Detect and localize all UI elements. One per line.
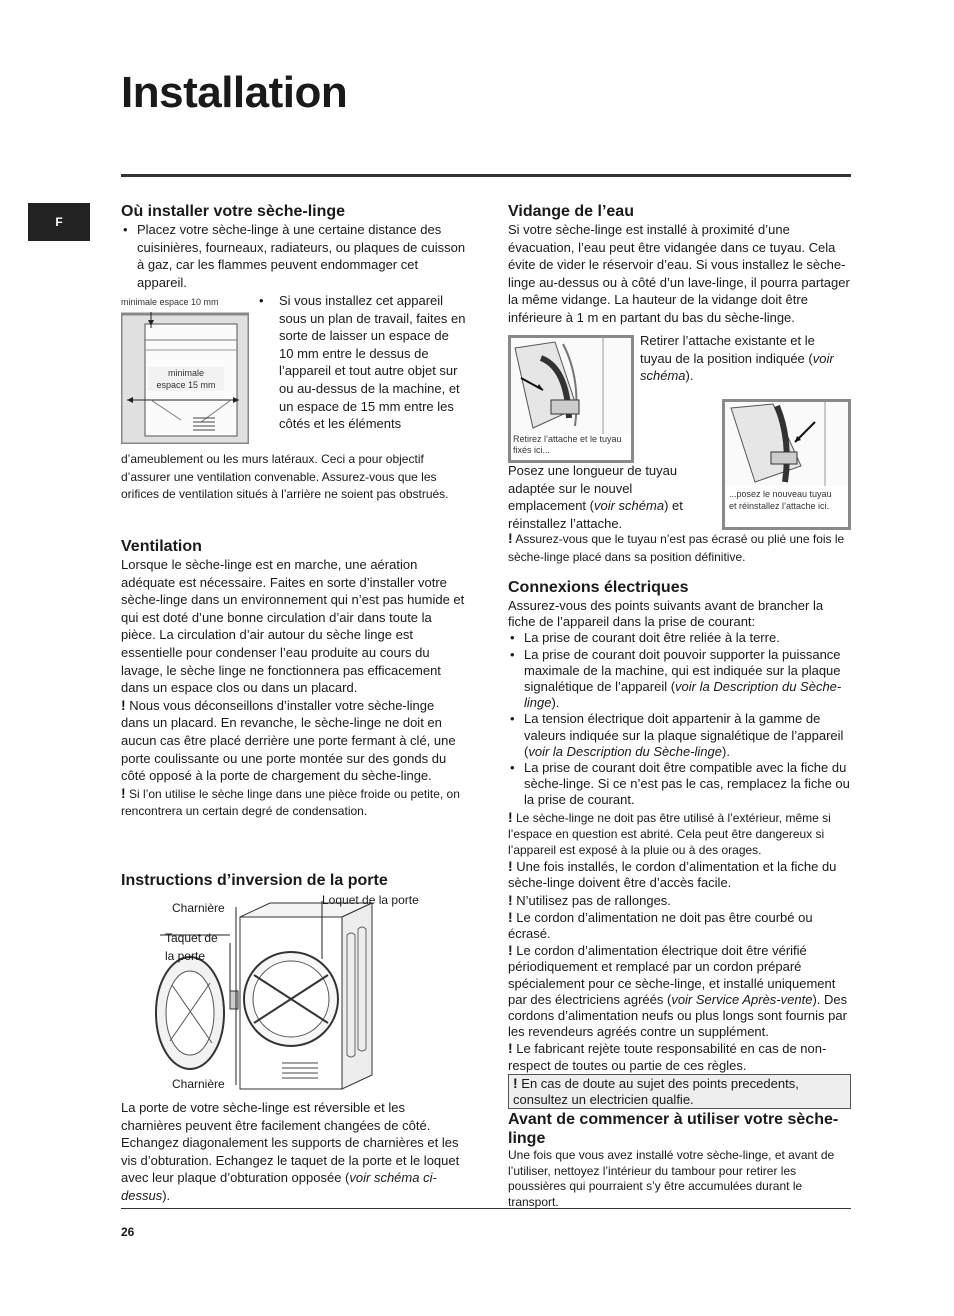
drain-figure-place bbox=[722, 399, 851, 530]
bullet-item: • La tension électrique doit appartenir à la gamme de valeurs indiquée sur la plaque signalétique de l’appareil (voir la Description du Sèche-linge). bbox=[508, 711, 851, 760]
warning-mark-icon: ! bbox=[508, 942, 513, 959]
language-tab: F bbox=[28, 203, 90, 241]
warning-mark-icon: ! bbox=[508, 530, 513, 546]
warning: ! Le cordon d’alimentation ne doit pas être courbé ou écrasé. bbox=[508, 908, 813, 942]
label-hinge-top: Charnière bbox=[172, 901, 225, 915]
section-heading: Connexions électriques bbox=[508, 579, 689, 596]
label-door-catch: Taquet de la porte bbox=[165, 931, 218, 963]
paragraph: Si votre sèche-linge est installé à proximité d’une évacuation, l’eau peut être vidangée dans ce tuyau. Cela évite de vider le réservoir d’eau. Si vous installez le sèche-linge au-dessus ou à côté d’un lave-linge, il pourra partager la même vidange. La hauteur de la vidange doit être inférieure à 1 m en partant du bas du sèche-linge. bbox=[508, 222, 850, 325]
figure-label: Retirez l’attache et le tuyau fixés ici... bbox=[513, 434, 622, 455]
figure-label: ...posez le nouveau tuyau et réinstallez l’attache ici. bbox=[729, 489, 832, 511]
bullet-item: • La prise de courant doit être reliée à la terre. bbox=[508, 630, 851, 646]
warning: ! Nous vous déconseillons d’installer votre sèche-linge dans un placard. En revanche, le sèche-linge ne doit en aucun cas être placé derrière une porte fermant à clé, une porte coulissante ou une porte montée sur des gonds du côté opposé à la porte de chargement du sèche-linge. bbox=[121, 696, 456, 784]
wrapped-bullet bbox=[257, 292, 466, 433]
section-heading: Instructions d’inversion de la porte bbox=[121, 872, 388, 889]
bullet-item: • Placez votre sèche-linge à une certaine distance des cuisinières, fourneaux, radiateurs, ou plaques de cuisson à gaz, car les flammes peuvent endommager cet appareil. bbox=[121, 221, 466, 291]
section-heading: Ventilation bbox=[121, 538, 202, 555]
drain-figure-remove bbox=[508, 335, 634, 463]
section-drain bbox=[508, 202, 851, 327]
hose-placement-illustration bbox=[725, 402, 848, 486]
section-heading: Où installer votre sèche-linge bbox=[121, 203, 346, 220]
section-heading: Vidange de l’eau bbox=[508, 203, 634, 220]
section-electrical bbox=[508, 578, 851, 1109]
door-reversal-text bbox=[121, 1099, 466, 1205]
bullet-item: • La prise de courant doit pouvoir supporter la puissance maximale de la machine, qui est indiquée sur la plaque signalétique de l’appareil (voir la Description du Sèche-linge). bbox=[508, 647, 851, 712]
warning: ! Le sèche-linge ne doit pas être utilisé à l’extérieur, même si l’espace en question est abrité. Cela peut être dangereux si l’appareil est exposé à la pluie ou à des orages. bbox=[508, 808, 831, 858]
section-ventilation bbox=[121, 537, 466, 821]
warning-mark-icon: ! bbox=[121, 784, 126, 801]
dryer-door-illustration bbox=[150, 895, 390, 1095]
page-number: 26 bbox=[121, 1225, 135, 1239]
label-hinge-bottom: Charnière bbox=[172, 1077, 225, 1091]
paragraph: Assurez-vous des points suivants avant de brancher la fiche de l’appareil dans la prise de courant: bbox=[508, 598, 824, 630]
section-heading: Avant de commencer à utiliser votre sèche-linge bbox=[508, 1111, 839, 1147]
drain-warning: ! Assurez-vous que le tuyau n’est pas écrasé ou plié une fois le sèche-linge placé dans sa position définitive. bbox=[508, 530, 845, 564]
bullet-continuation: d’ameublement ou les murs latéraux. Ceci a pour objectif d’assurer une ventilation convenable. Assurez-vous que les orifices de ventilation situés à l’arrière ne soient pas obstrués. bbox=[121, 452, 449, 502]
bullet-list bbox=[508, 630, 851, 808]
door-reversal-figure bbox=[150, 895, 390, 1095]
warning: ! Le cordon d’alimentation électrique doit être vérifié périodiquement et remplacé par un cordon préparé spécialement pour ce sèche-linge, et installé uniquement par des électriciens agréés (voir Service Après-vente). Des cordons d’alimentation neufs ou plus longs sont fournis par les revendeurs agréés contre un supplément. bbox=[508, 942, 848, 1040]
section-where-to-install bbox=[121, 202, 466, 291]
figure-label-top-clearance: minimale espace 10 mm bbox=[121, 297, 219, 307]
bullet-list bbox=[121, 221, 466, 291]
warning-mark-icon: ! bbox=[513, 1074, 518, 1091]
bullet-item: • La prise de courant doit être compatible avec la fiche du sèche-linge. Si ce n’est pas le cas, remplacez la fiche ou la prise de courant. bbox=[508, 760, 851, 809]
section-before-use bbox=[508, 1110, 851, 1210]
drain-remove-text: Retirer l’attache existante et le tuyau de la position indiquée (voir schéma). bbox=[640, 333, 834, 384]
title-divider bbox=[121, 174, 851, 177]
warning: ! N’utilisez pas de rallonges. bbox=[508, 891, 671, 908]
warning-mark-icon: ! bbox=[121, 696, 126, 713]
warning-mark-icon: ! bbox=[508, 891, 513, 908]
drain-place-text: Posez une longueur de tuyau adaptée sur le nouvel emplacement (voir schéma) et réinstallez l’attache. bbox=[508, 463, 683, 531]
warning-box: ! En cas de doute au sujet des points precedents, consultez un electricien qualfie. bbox=[508, 1074, 851, 1109]
warning-mark-icon: ! bbox=[508, 808, 513, 825]
warning: ! Le fabricant rejète toute responsabilité en cas de non-respect de toutes ou partie de ces règles. bbox=[508, 1040, 827, 1073]
warning-mark-icon: ! bbox=[508, 1040, 513, 1057]
paragraph: Une fois que vous avez installé votre sèche-linge, et avant de l’utiliser, nettoyez l’intérieur du tambour pour retirer les poussières qui pourraient s’y être accumulées durant le transport. bbox=[508, 1148, 835, 1209]
hose-removal-illustration bbox=[511, 338, 631, 434]
warning-mark-icon: ! bbox=[508, 908, 513, 925]
warning: ! Si l’on utilise le sèche linge dans une pièce froide ou petite, on rencontrera un certain degré de condensation. bbox=[121, 784, 460, 819]
label-door-lock: Loquet de la porte bbox=[322, 893, 419, 907]
warning-mark-icon: ! bbox=[508, 858, 513, 875]
bullet-item: • Si vous installez cet appareil sous un plan de travail, faites en sorte de laisser un espace de 10 mm entre le dessus de l’appareil et tout autre objet sur ou au-dessus de la machine, et un espace de 15 mm entre les côtés et les éléments bbox=[257, 292, 466, 433]
paragraph: La porte de votre sèche-linge est réversible et les charnières peuvent être facilement changées de côté. Echangez diagonalement les supports de charnières et les vis d’obturation. Echangez le taquet de la porte et le loquet avec leur plaque d’obturation opposée (voir schéma ci-dessus). bbox=[121, 1100, 460, 1203]
warning: ! Une fois installés, le cordon d’alimentation et la fiche du sèche-linge doivent être d’accès facile. bbox=[508, 858, 837, 891]
figure-label-side-clearance: minimale espace 15 mm bbox=[148, 367, 224, 391]
footer-divider bbox=[121, 1208, 851, 1209]
page-title: Installation bbox=[121, 68, 348, 117]
paragraph: Lorsque le sèche-linge est en marche, une aération adéquate est nécessaire. Faites en sorte d’installer votre sèche-linge dans un environnement qui n’est pas humide et qui est doté d’une bonne circulation d’air dans toute la pièce. La circulation d’air autour du sèche linge est essentielle pour condenser l’eau produite au cours du lavage, le sèche linge ne fonctionnera pas efficacement dans un espace clos ou dans un placard. bbox=[121, 557, 465, 696]
section-door-reversal bbox=[121, 871, 466, 890]
